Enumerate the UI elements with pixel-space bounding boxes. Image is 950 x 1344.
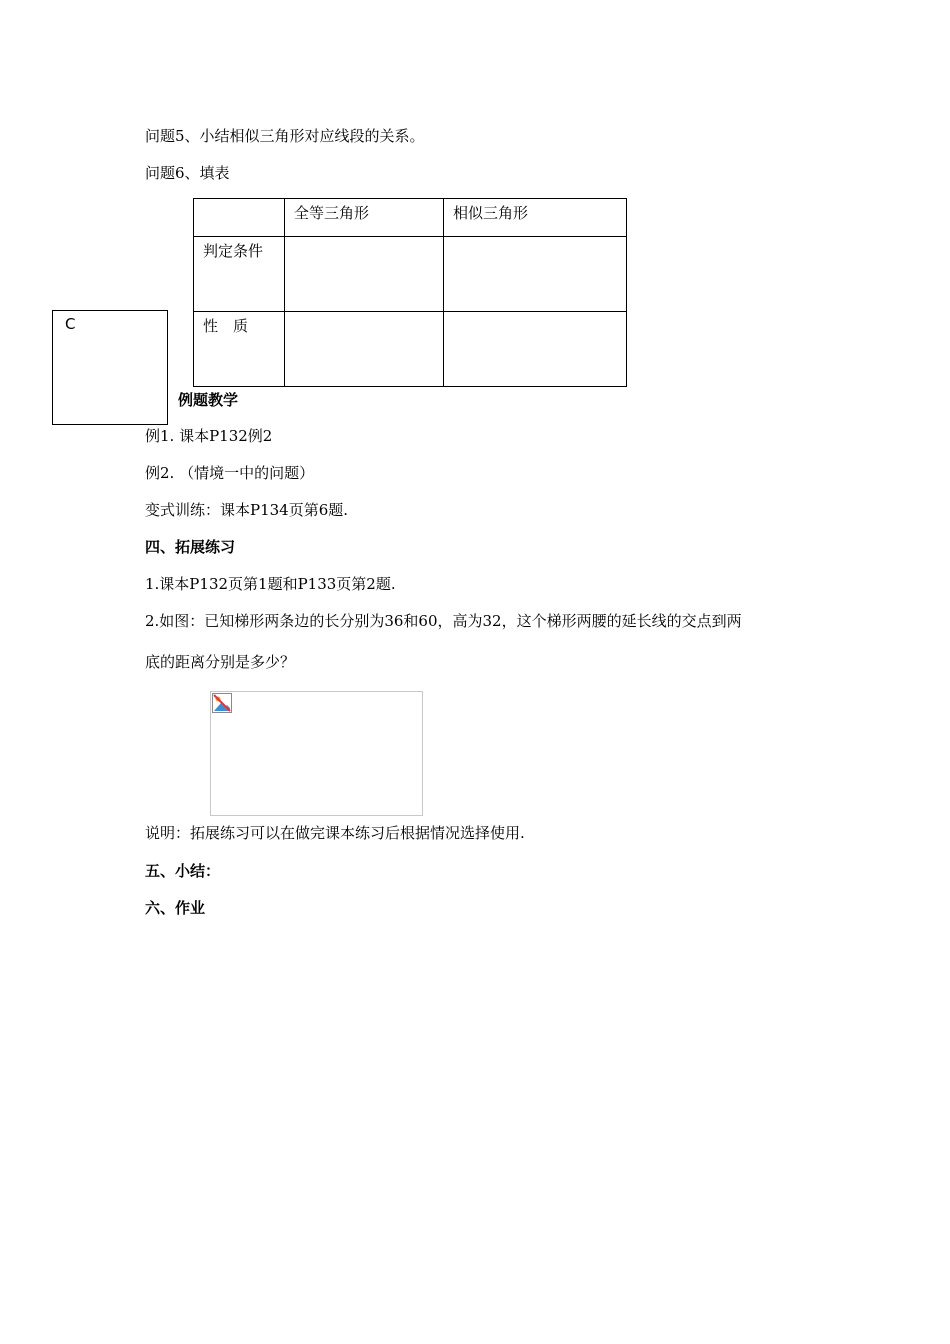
table-row bbox=[194, 312, 627, 387]
question-5: 问题5、小结相似三角形对应线段的关系。 bbox=[145, 127, 425, 145]
table-cell bbox=[444, 237, 627, 312]
table-header-row bbox=[194, 199, 627, 237]
floating-box-letter: C bbox=[65, 315, 76, 333]
example-1: 例1. 课本P132例2 bbox=[145, 427, 273, 445]
broken-image-icon bbox=[212, 693, 232, 713]
exercise-2-line-2: 底的距离分别是多少？ bbox=[145, 653, 296, 671]
section-examples-heading: 例题教学 bbox=[178, 391, 239, 409]
row-label: 判定条件 bbox=[194, 237, 285, 312]
table-header-cell bbox=[194, 199, 285, 237]
table-row bbox=[194, 237, 627, 312]
example-2: 例2. （情境一中的问题） bbox=[145, 464, 315, 482]
exercise-2-line-1: 2.如图：已知梯形两条边的长分别为36和60，高为32，这个梯形两腰的延长线的交点到两 bbox=[145, 612, 742, 630]
table-header-cell: 全等三角形 bbox=[285, 199, 444, 237]
section-4-heading: 四、拓展练习 bbox=[145, 538, 236, 556]
exercise-1: 1.课本P132页第1题和P133页第2题. bbox=[145, 575, 396, 593]
table-header-cell: 相似三角形 bbox=[444, 199, 627, 237]
section-5-heading: 五、小结： bbox=[145, 862, 221, 880]
note: 说明：拓展练习可以在做完课本练习后根据情况选择使用. bbox=[145, 824, 525, 842]
question-6: 问题6、填表 bbox=[145, 164, 230, 182]
comparison-table bbox=[193, 198, 627, 387]
variant-training: 变式训练：课本P134页第6题. bbox=[145, 501, 349, 519]
table-cell bbox=[444, 312, 627, 387]
figure-placeholder bbox=[210, 691, 423, 816]
section-6-heading: 六、作业 bbox=[145, 899, 206, 917]
table-cell bbox=[285, 237, 444, 312]
floating-text-box bbox=[52, 310, 168, 425]
row-label: 性 质 bbox=[194, 312, 285, 387]
table-cell bbox=[285, 312, 444, 387]
